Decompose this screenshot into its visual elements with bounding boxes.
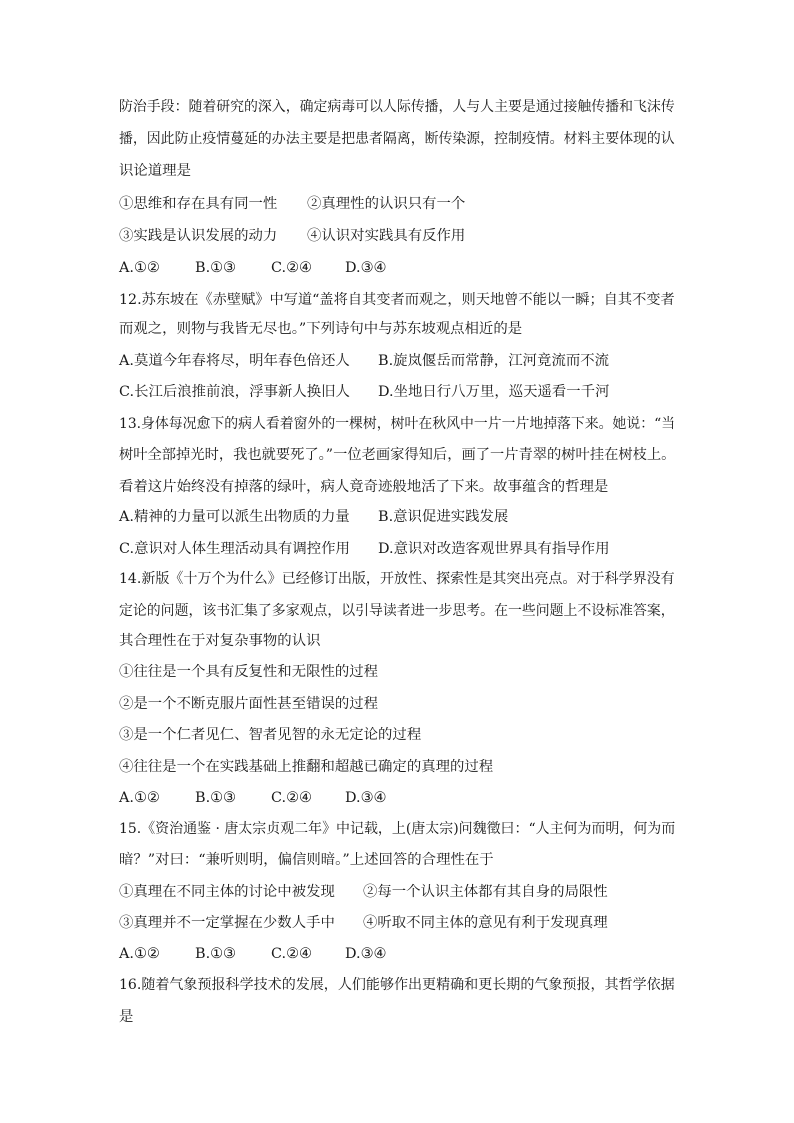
q15-choice-c: C.②④ bbox=[271, 946, 312, 962]
q14-statement-4: ④往往是一个在实践基础上推翻和超越已确定的真理的过程 bbox=[119, 759, 494, 775]
q14-statement-1: ①往往是一个具有反复性和无限性的过程 bbox=[119, 664, 379, 680]
q12-choice-a: A.莫道今年春将尽，明年春色倍还人 bbox=[119, 353, 350, 369]
q15-choice-b: B.①③ bbox=[195, 946, 236, 962]
intro-line-2: 播，因此防止疫情蔓延的办法主要是把患者隔离，断传染源，控制疫情。材料主要体现的认 bbox=[119, 131, 675, 147]
q14-choice-c: C.②④ bbox=[271, 790, 312, 806]
q15-stem-line-1: 15.《资治通鉴 · 唐太宗贞观二年》中记载，上(唐太宗)问魏徵曰：“人主何为而明，何为而 bbox=[119, 821, 676, 837]
q12-choice-d: D.坐地日行八万里，巡天遥看一千河 bbox=[378, 384, 610, 400]
q15-statement-2: ②每一个认识主体都有其自身的局限性 bbox=[363, 884, 608, 900]
intro-line-1: 防治手段：随着研究的深入，确定病毒可以人际传播，人与人主要是通过接触传播和飞沫传 bbox=[119, 99, 675, 115]
q14-choice-b: B.①③ bbox=[195, 790, 236, 806]
q12-choice-c: C.长江后浪推前浪，浮事新人换旧人 bbox=[119, 384, 350, 400]
q15-choice-a: A.①② bbox=[119, 946, 160, 962]
q16-stem-line-2: 是 bbox=[119, 1009, 134, 1025]
q15-statement-1: ①真理在不同主体的讨论中被发现 bbox=[119, 884, 335, 900]
q16-stem-line-1: 16.随着气象预报科学技术的发展，人们能够作出更精确和更长期的气象预报，其哲学依据 bbox=[119, 977, 675, 993]
q14-statement-2: ②是一个不断克服片面性甚至错误的过程 bbox=[119, 696, 379, 712]
q12-stem-line-1: 12.苏东坡在《赤壁赋》中写道“盖将自其变者而观之，则天地曾不能以一瞬；自其不变者 bbox=[119, 292, 675, 308]
q14-choice-d: D.③④ bbox=[345, 790, 387, 806]
intro-statement-4: ④认识对实践具有反作用 bbox=[307, 228, 466, 244]
q14-stem-line-2: 定论的问题，该书汇集了多家观点，以引导读者进一步思考。在一些问题上不设标准答案， bbox=[119, 603, 675, 619]
intro-statement-1: ①思维和存在具有同一性 bbox=[119, 196, 278, 212]
q15-statement-4: ④听取不同主体的意见有利于发现真理 bbox=[363, 915, 608, 931]
intro-choice-b: B.①③ bbox=[195, 260, 236, 276]
q13-choice-c: C.意识对人体生理活动具有调控作用 bbox=[119, 541, 350, 557]
intro-statement-2: ②真理性的认识只有一个 bbox=[307, 196, 466, 212]
q13-stem-line-3: 看着这片始终没有掉落的绿叶，病人竟奇迹般地活了下来。故事蕴含的哲理是 bbox=[119, 479, 609, 495]
q15-stem-line-2: 暗？”对曰：“兼听则明，偏信则暗。”上述回答的合理性在于 bbox=[119, 852, 494, 868]
q13-choice-d: D.意识对改造客观世界具有指导作用 bbox=[378, 541, 610, 557]
q14-stem-line-3: 其合理性在于对复杂事物的认识 bbox=[119, 633, 321, 649]
q13-stem-line-2: 树叶全部掉光时，我也就要死了。”一位老画家得知后，画了一片青翠的树叶挂在树枝上。 bbox=[119, 447, 676, 463]
intro-line-3: 识论道理是 bbox=[119, 163, 191, 179]
q14-choice-a: A.①② bbox=[119, 790, 160, 806]
q12-stem-line-2: 而观之，则物与我皆无尽也。”下列诗句中与苏东坡观点相近的是 bbox=[119, 321, 523, 337]
intro-statement-3: ③实践是认识发展的动力 bbox=[119, 228, 278, 244]
q12-choice-b: B.旋岚偃岳而常静，江河竟流而不流 bbox=[378, 353, 610, 369]
q13-stem-line-1: 13.身体每况愈下的病人看着窗外的一棵树，树叶在秋风中一片一片地掉落下来。她说：“当 bbox=[119, 416, 676, 432]
q13-choice-b: B.意识促进实践发展 bbox=[378, 509, 509, 525]
q14-stem-line-1: 14.新版《十万个为什么》已经修订出版，开放性、探索性是其突出亮点。对于科学界没有 bbox=[119, 571, 675, 587]
q15-statement-3: ③真理并不一定掌握在少数人手中 bbox=[119, 915, 335, 931]
q14-statement-3: ③是一个仁者见仁、智者见智的永无定论的过程 bbox=[119, 727, 422, 743]
intro-choice-a: A.①② bbox=[119, 260, 160, 276]
q13-choice-a: A.精神的力量可以派生出物质的力量 bbox=[119, 509, 350, 525]
intro-choice-d: D.③④ bbox=[345, 260, 387, 276]
q15-choice-d: D.③④ bbox=[345, 946, 387, 962]
intro-choice-c: C.②④ bbox=[271, 260, 312, 276]
